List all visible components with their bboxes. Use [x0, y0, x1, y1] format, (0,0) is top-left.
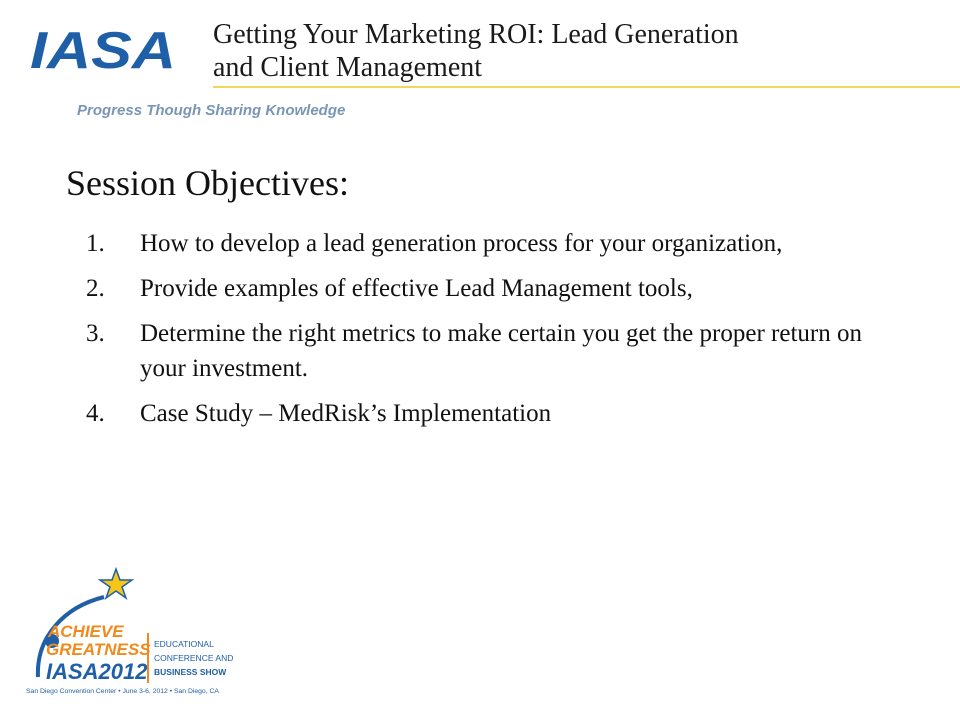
event-logo-footer: San Diego Convention Center • June 3-6, 2012 • San Diego, CA	[26, 688, 219, 695]
objective-item	[86, 316, 866, 386]
objective-item	[86, 396, 866, 431]
objective-item	[86, 271, 866, 306]
objective-number: 4.	[86, 400, 105, 427]
objective-text: How to develop a lead generation process for your organization,	[140, 230, 783, 257]
slide-title-line-1: Getting Your Marketing ROI: Lead Generation	[213, 19, 739, 50]
objective-text: Determine the right metrics to make certain you get the proper return on your investment.	[140, 320, 862, 382]
event-logo-iasa2012: IASA2012	[46, 659, 148, 684]
tagline: Progress Though Sharing Knowledge	[77, 102, 346, 119]
event-logo-educational: EDUCATIONAL	[154, 639, 214, 649]
iasa-2012-event-logo	[24, 567, 244, 697]
objective-number: 3.	[86, 320, 105, 347]
objective-text: Provide examples of effective Lead Management tools,	[140, 275, 693, 302]
iasa-logo-text: IASA	[30, 22, 176, 74]
session-objectives-heading: Session Objectives:	[66, 163, 349, 203]
event-logo-business-show: BUSINESS SHOW	[154, 667, 227, 677]
event-logo-conference: CONFERENCE AND	[154, 653, 234, 663]
objective-number: 1.	[86, 230, 105, 257]
title-divider	[213, 86, 960, 88]
event-logo-greatness: GREATNESS	[46, 640, 151, 659]
objective-text: Case Study – MedRisk’s Implementation	[140, 400, 552, 427]
objective-number: 2.	[86, 275, 105, 302]
event-logo-achieve: ACHIEVE	[48, 622, 124, 641]
objectives-list	[86, 226, 866, 441]
slide-title	[213, 18, 913, 84]
iasa-logo	[28, 22, 178, 74]
objective-item	[86, 226, 866, 261]
slide-title-line-2: and Client Management	[213, 52, 483, 83]
